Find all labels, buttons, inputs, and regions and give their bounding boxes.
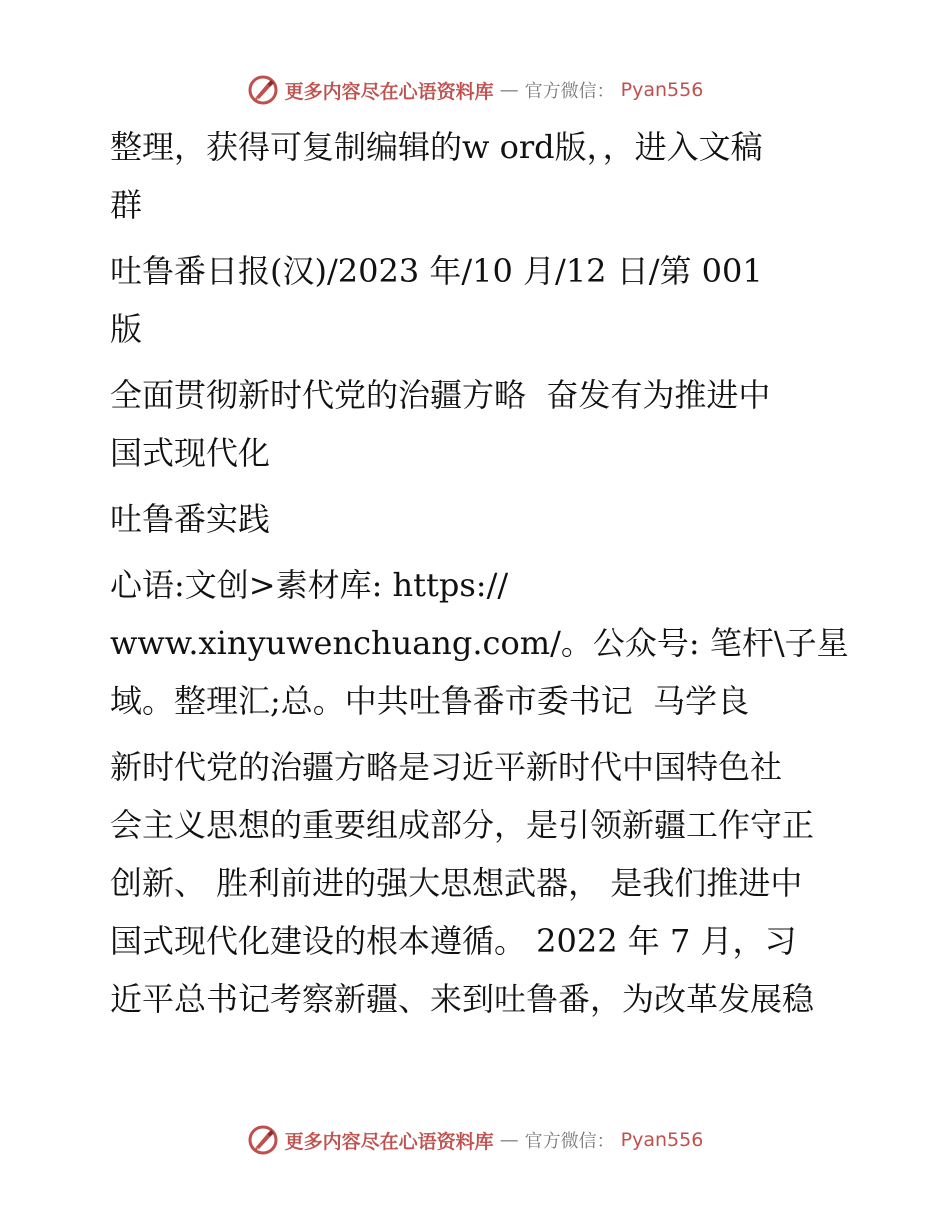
paragraph [98,366,858,482]
pen-logo-icon [247,74,279,106]
banner-row [247,1124,704,1156]
paragraph-line: 吐鲁番日报(汉)/2023 年/10 月/12 日/第 001 [110,252,763,290]
paragraph [98,490,858,548]
paragraph-line: 吐鲁番实践 [110,500,271,538]
banner-separator: — [499,1129,519,1151]
paragraph-line: 会主义思想的重要组成部分，是引领新疆工作守正 [110,806,815,844]
banner-row [247,74,704,106]
paragraph [98,118,858,234]
banner-separator: — [499,79,519,101]
paragraph-line: 心语:文创>素材库: https:// [110,566,509,604]
paragraph-line: 整理，获得可复制编辑的w ord版，，进入文稿 [110,128,763,166]
paragraph-line: 国式现代化建设的根本遵循。 2022 年 7 月，习 [110,922,797,960]
paragraph-line: 全面贯彻新时代党的治疆方略 奋发有为推进中 [110,376,771,414]
footer-banner [0,1120,950,1160]
banner-wechat-id: Pyan556 [620,1129,704,1151]
banner-slogan: 更多内容尽在心语资料库 [284,1130,494,1153]
banner-slogan: 更多内容尽在心语资料库 [284,80,494,103]
pen-logo-icon [247,1124,279,1156]
paragraph-line: 新时代党的治疆方略是习近平新时代中国特色社 [110,748,783,786]
header-banner [0,70,950,110]
paragraph [98,242,858,358]
paragraph-line: 域。整理汇;总。中共吐鲁番市委书记 马学良 [110,682,750,720]
banner-wechat-id: Pyan556 [620,79,704,101]
paragraph-line: 版 [110,310,143,348]
paragraph-line: 创新、 胜利前进的强大思想武器， 是我们推进中 [110,864,803,902]
paragraph [98,738,858,1028]
paragraph-line: 国式现代化 [110,434,271,472]
document-body [98,118,858,1036]
banner-wechat-label: 官方微信： [524,1131,615,1152]
paragraph-line: 群 [110,186,143,224]
paragraph [98,556,858,730]
banner-wechat-label: 官方微信： [524,81,615,102]
paragraph-line: 近平总书记考察新疆、来到吐鲁番，为改革发展稳 [110,980,815,1018]
paragraph-line: www.xinyuwenchuang.com/。公众号: 笔杆\子星 [110,624,849,662]
